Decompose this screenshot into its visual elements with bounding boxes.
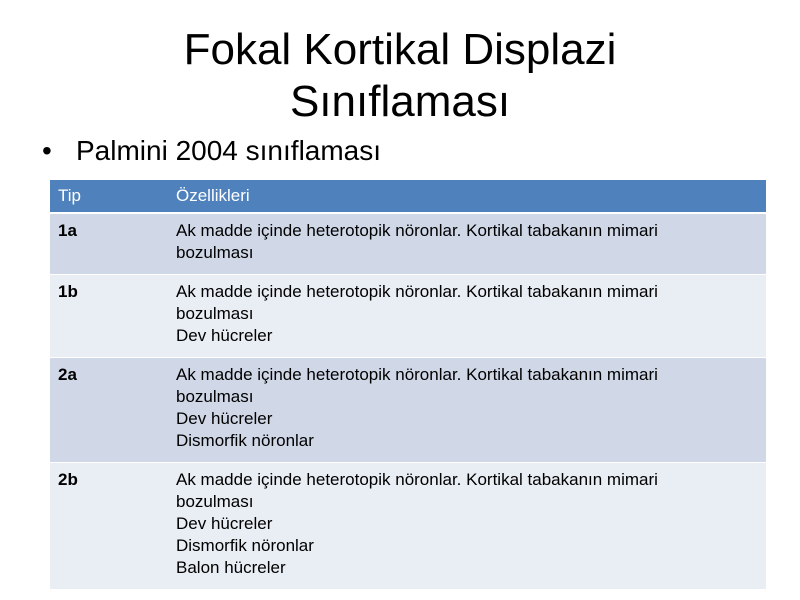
- feature-line: Ak madde içinde heterotopik nöronlar. Kortikal tabakanın mimari: [176, 365, 658, 384]
- bullet-dot-icon: •: [42, 135, 52, 166]
- slide-title: [0, 24, 800, 128]
- classification-table: [50, 180, 766, 590]
- bullet-item: [42, 134, 381, 168]
- feature-line: Ak madde içinde heterotopik nöronlar. Kortikal tabakanın mimari: [176, 221, 658, 240]
- feature-line: Dev hücreler: [176, 326, 273, 345]
- row-tip: 1a: [50, 213, 168, 275]
- table-row: [50, 213, 766, 275]
- table-header-row: [50, 180, 766, 213]
- feature-line: bozulması: [176, 243, 254, 262]
- table-row: [50, 463, 766, 590]
- classification-table-container: [50, 180, 766, 590]
- row-tip: 1b: [50, 275, 168, 358]
- feature-line: Balon hücreler: [176, 558, 286, 577]
- header-tip: Tip: [50, 180, 168, 213]
- feature-line: Ak madde içinde heterotopik nöronlar. Kortikal tabakanın mimari: [176, 282, 658, 301]
- feature-line: Dismorfik nöronlar: [176, 536, 314, 555]
- bullet-text: Palmini 2004 sınıflaması: [76, 135, 382, 166]
- table-row: [50, 358, 766, 463]
- slide-title-line-1: Fokal Kortikal Displazi: [183, 25, 617, 74]
- table-row: [50, 275, 766, 358]
- slide-title-line-2: Sınıflaması: [289, 77, 511, 126]
- row-features: [168, 213, 766, 275]
- row-features: [168, 463, 766, 590]
- feature-line: Ak madde içinde heterotopik nöronlar. Kortikal tabakanın mimari: [176, 470, 658, 489]
- row-features: [168, 275, 766, 358]
- row-tip: 2a: [50, 358, 168, 463]
- header-ozellikleri: Özellikleri: [168, 180, 766, 213]
- feature-line: Dev hücreler: [176, 409, 273, 428]
- feature-line: bozulması: [176, 387, 254, 406]
- feature-line: Dev hücreler: [176, 514, 273, 533]
- feature-line: Dismorfik nöronlar: [176, 431, 314, 450]
- feature-line: bozulması: [176, 492, 254, 511]
- row-tip: 2b: [50, 463, 168, 590]
- row-features: [168, 358, 766, 463]
- feature-line: bozulması: [176, 304, 254, 323]
